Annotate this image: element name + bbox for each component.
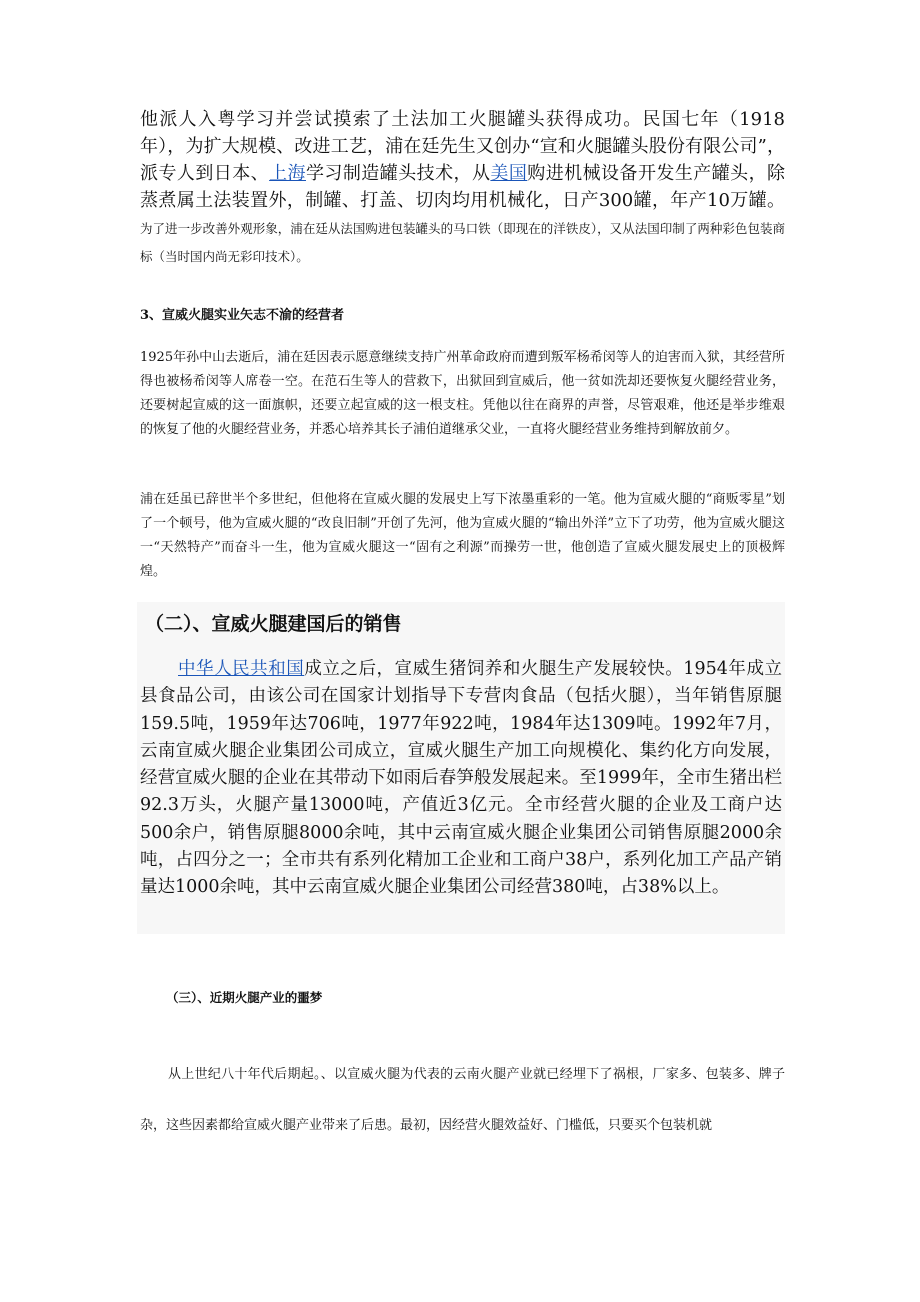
text-segment: 学习制造罐头技术，从 [305, 163, 491, 184]
link-usa[interactable]: 美国 [490, 163, 528, 184]
paragraph-legacy: 浦在廷虽已辞世半个多世纪，但他将在宣威火腿的发展史上写下浓墨重彩的一笔。他为宣威火腿的“商贩零星”划了一个顿号，他为宣威火腿的“改良旧制”开创了先河，他为宣威火腿的“输出外洋”立下了功劳，他为宣威火腿这一“天然特产”而奋斗一生，他为宣威火腿这一“固有之利源”而操劳一世，他创造了宣威火腿发展史上的顶极辉煌。 [140, 492, 785, 579]
text-segment: 购进机械设备开发生产罐头，除蒸煮属土法装置外，制罐、打盖、切肉均用机械化，日产300罐，年产10万罐。 [140, 163, 786, 211]
link-prc[interactable]: 中华人民共和国 [178, 659, 305, 679]
text-segment: 成立之后，宣威生猪饲养和火腿生产发展较快。1954年成立县食品公司，由该公司在国家计划指导下专营肉食品（包括火腿），当年销售原腿159.5吨，1959年达706吨，1977年922吨，1984年达1309吨。1992年7月，云南宣威火腿企业集团公司成立，宣威火腿生产加工向规模化、集约化方向发展，经营宣威火腿的企业在其带动下如雨后春笋般发展起来。至1999年，全市生猪出栏92.3万头，火腿产量13000吨，产值近3亿元。全市经营火腿的企业及工商户达500余户，销售原腿8000余吨，其中云南宣威火腿企业集团公司销售原腿2000余吨，占四分之一；全市共有系列化精加工企业和工商户38户，系列化加工产品产销量达1000余吨，其中云南宣威火腿企业集团公司经营380吨，占38%以上。 [140, 659, 782, 898]
section-heading-3: 3、宣威火腿实业矢志不渝的经营者 [140, 308, 345, 323]
link-shanghai[interactable]: 上海 [269, 163, 306, 184]
paragraph-recent-nightmare: 从上世纪八十年代后期起。、以宣威火腿为代表的云南火腿产业就已经埋下了祸根，厂家多、包装多、牌子杂，这些因素都给宣威火腿产业带来了后患。最初，因经营火腿效益好、门槛低，只要买个包装机就 [140, 1067, 785, 1133]
section-heading-2: （二）、宣威火腿建国后的销售 [145, 613, 402, 635]
paragraph-canning-history [140, 106, 785, 270]
section-heading-3b: （三）、近期火腿产业的噩梦 [166, 990, 323, 1005]
text-segment-small: 为了进一步改善外观形象，浦在廷从法国购进包装罐头的马口铁（即现在的洋铁皮），又从法国印制了两种彩色包装商标（当时国内尚无彩印技术）。 [140, 221, 785, 264]
text-segment: 他派人入粤学习并尝试摸索了土法加工火腿罐头获得成功。民国七年（1918年），为扩大规模、改进工艺，浦在廷先生又创办“宣和火腿罐头股份有限公司”，派专人到日本、 [140, 109, 785, 184]
paragraph-post-1949-sales [140, 656, 782, 902]
paragraph-1925: 1925年孙中山去逝后，浦在廷因表示愿意继续支持广州革命政府而遭到叛军杨希闵等人的迫害而入狱，其经营所得也被杨希闵等人席卷一空。在范石生等人的营救下，出狱回到宣威后，他一贫如洗却还要恢复火腿经营业务，还要树起宣威的这一面旗帜，还要立起宣威的这一根支柱。凭他以往在商界的声誉，尽管艰难，他还是举步维艰的恢复了他的火腿经营业务，并悉心培养其长子浦伯道继承父业，一直将火腿经营业务维持到解放前夕。 [140, 350, 785, 437]
